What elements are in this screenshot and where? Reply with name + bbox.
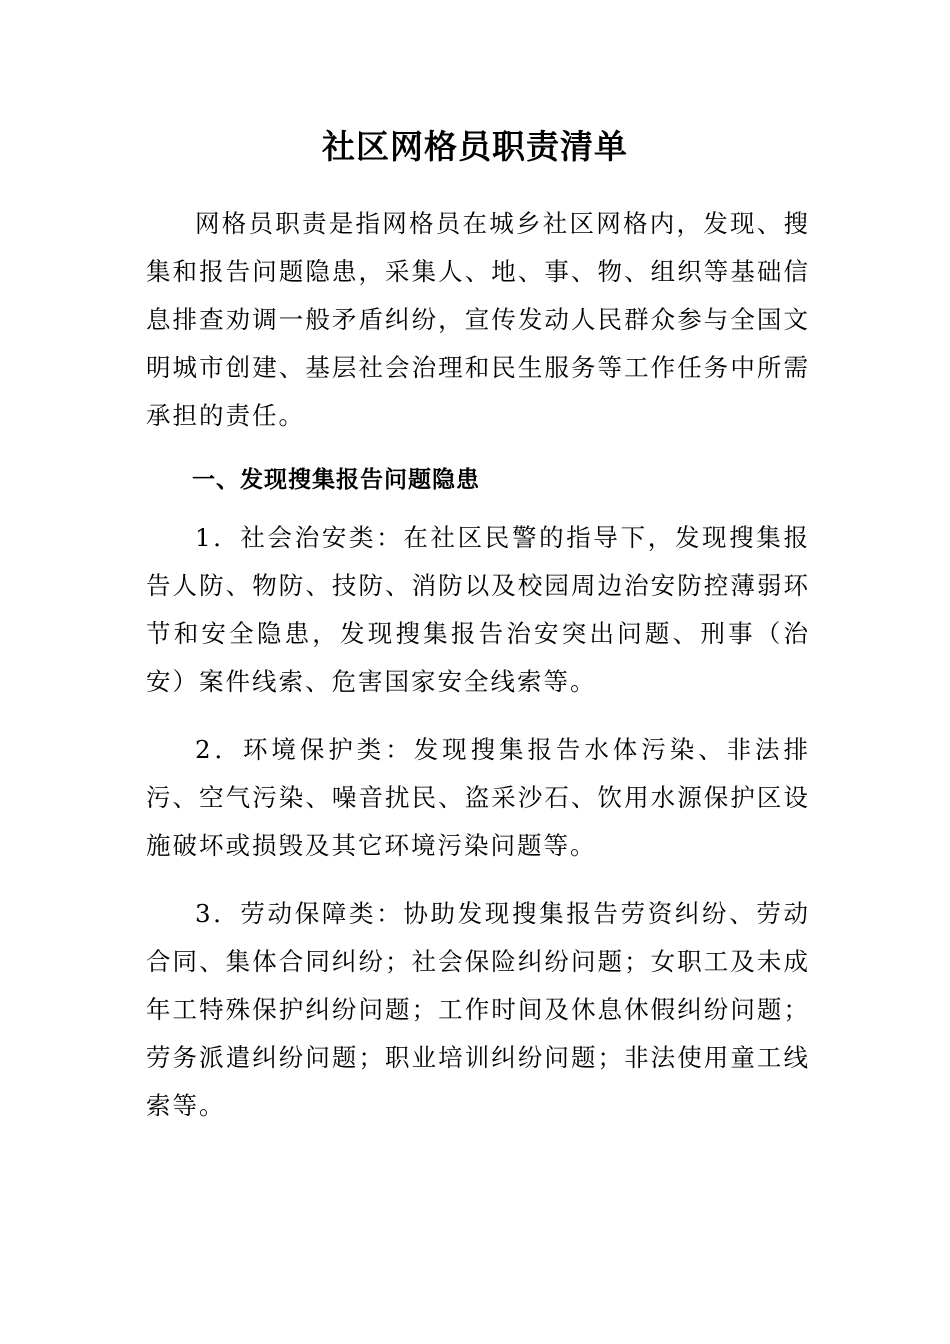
- document-title: 社区网格员职责清单: [322, 127, 628, 166]
- list-item-labor-security: 3．劳动保障类：协助发现搜集报告劳资纠纷、劳动合同、集体合同纠纷；社会保险纠纷问题；女职工及未成年工特殊保护纠纷问题；工作时间及休息休假纠纷问题；劳务派遣纠纷问题；职业培训纠纷问题；非法使用童工线索等。: [146, 899, 810, 1120]
- document-body: [146, 200, 810, 1150]
- section-heading: 一、发现搜集报告问题隐患: [192, 467, 480, 493]
- list-item-environmental-protection: 2．环境保护类：发现搜集报告水体污染、非法排污、空气污染、噪音扰民、盗采沙石、饮用水源保护区设施破坏或损毁及其它环境污染问题等。: [146, 735, 810, 860]
- intro-paragraph: 网格员职责是指网格员在城乡社区网格内，发现、搜集和报告问题隐患，采集人、地、事、物、组织等基础信息排查劝调一般矛盾纠纷，宣传发动人民群众参与全国文明城市创建、基层社会治理和民生服务等工作任务中所需承担的责任。: [146, 209, 810, 430]
- list-item-public-security: 1．社会治安类：在社区民警的指导下，发现搜集报告人防、物防、技防、消防以及校园周边治安防控薄弱环节和安全隐患，发现搜集报告治安突出问题、刑事（治安）案件线索、危害国家安全线索等。: [146, 523, 810, 696]
